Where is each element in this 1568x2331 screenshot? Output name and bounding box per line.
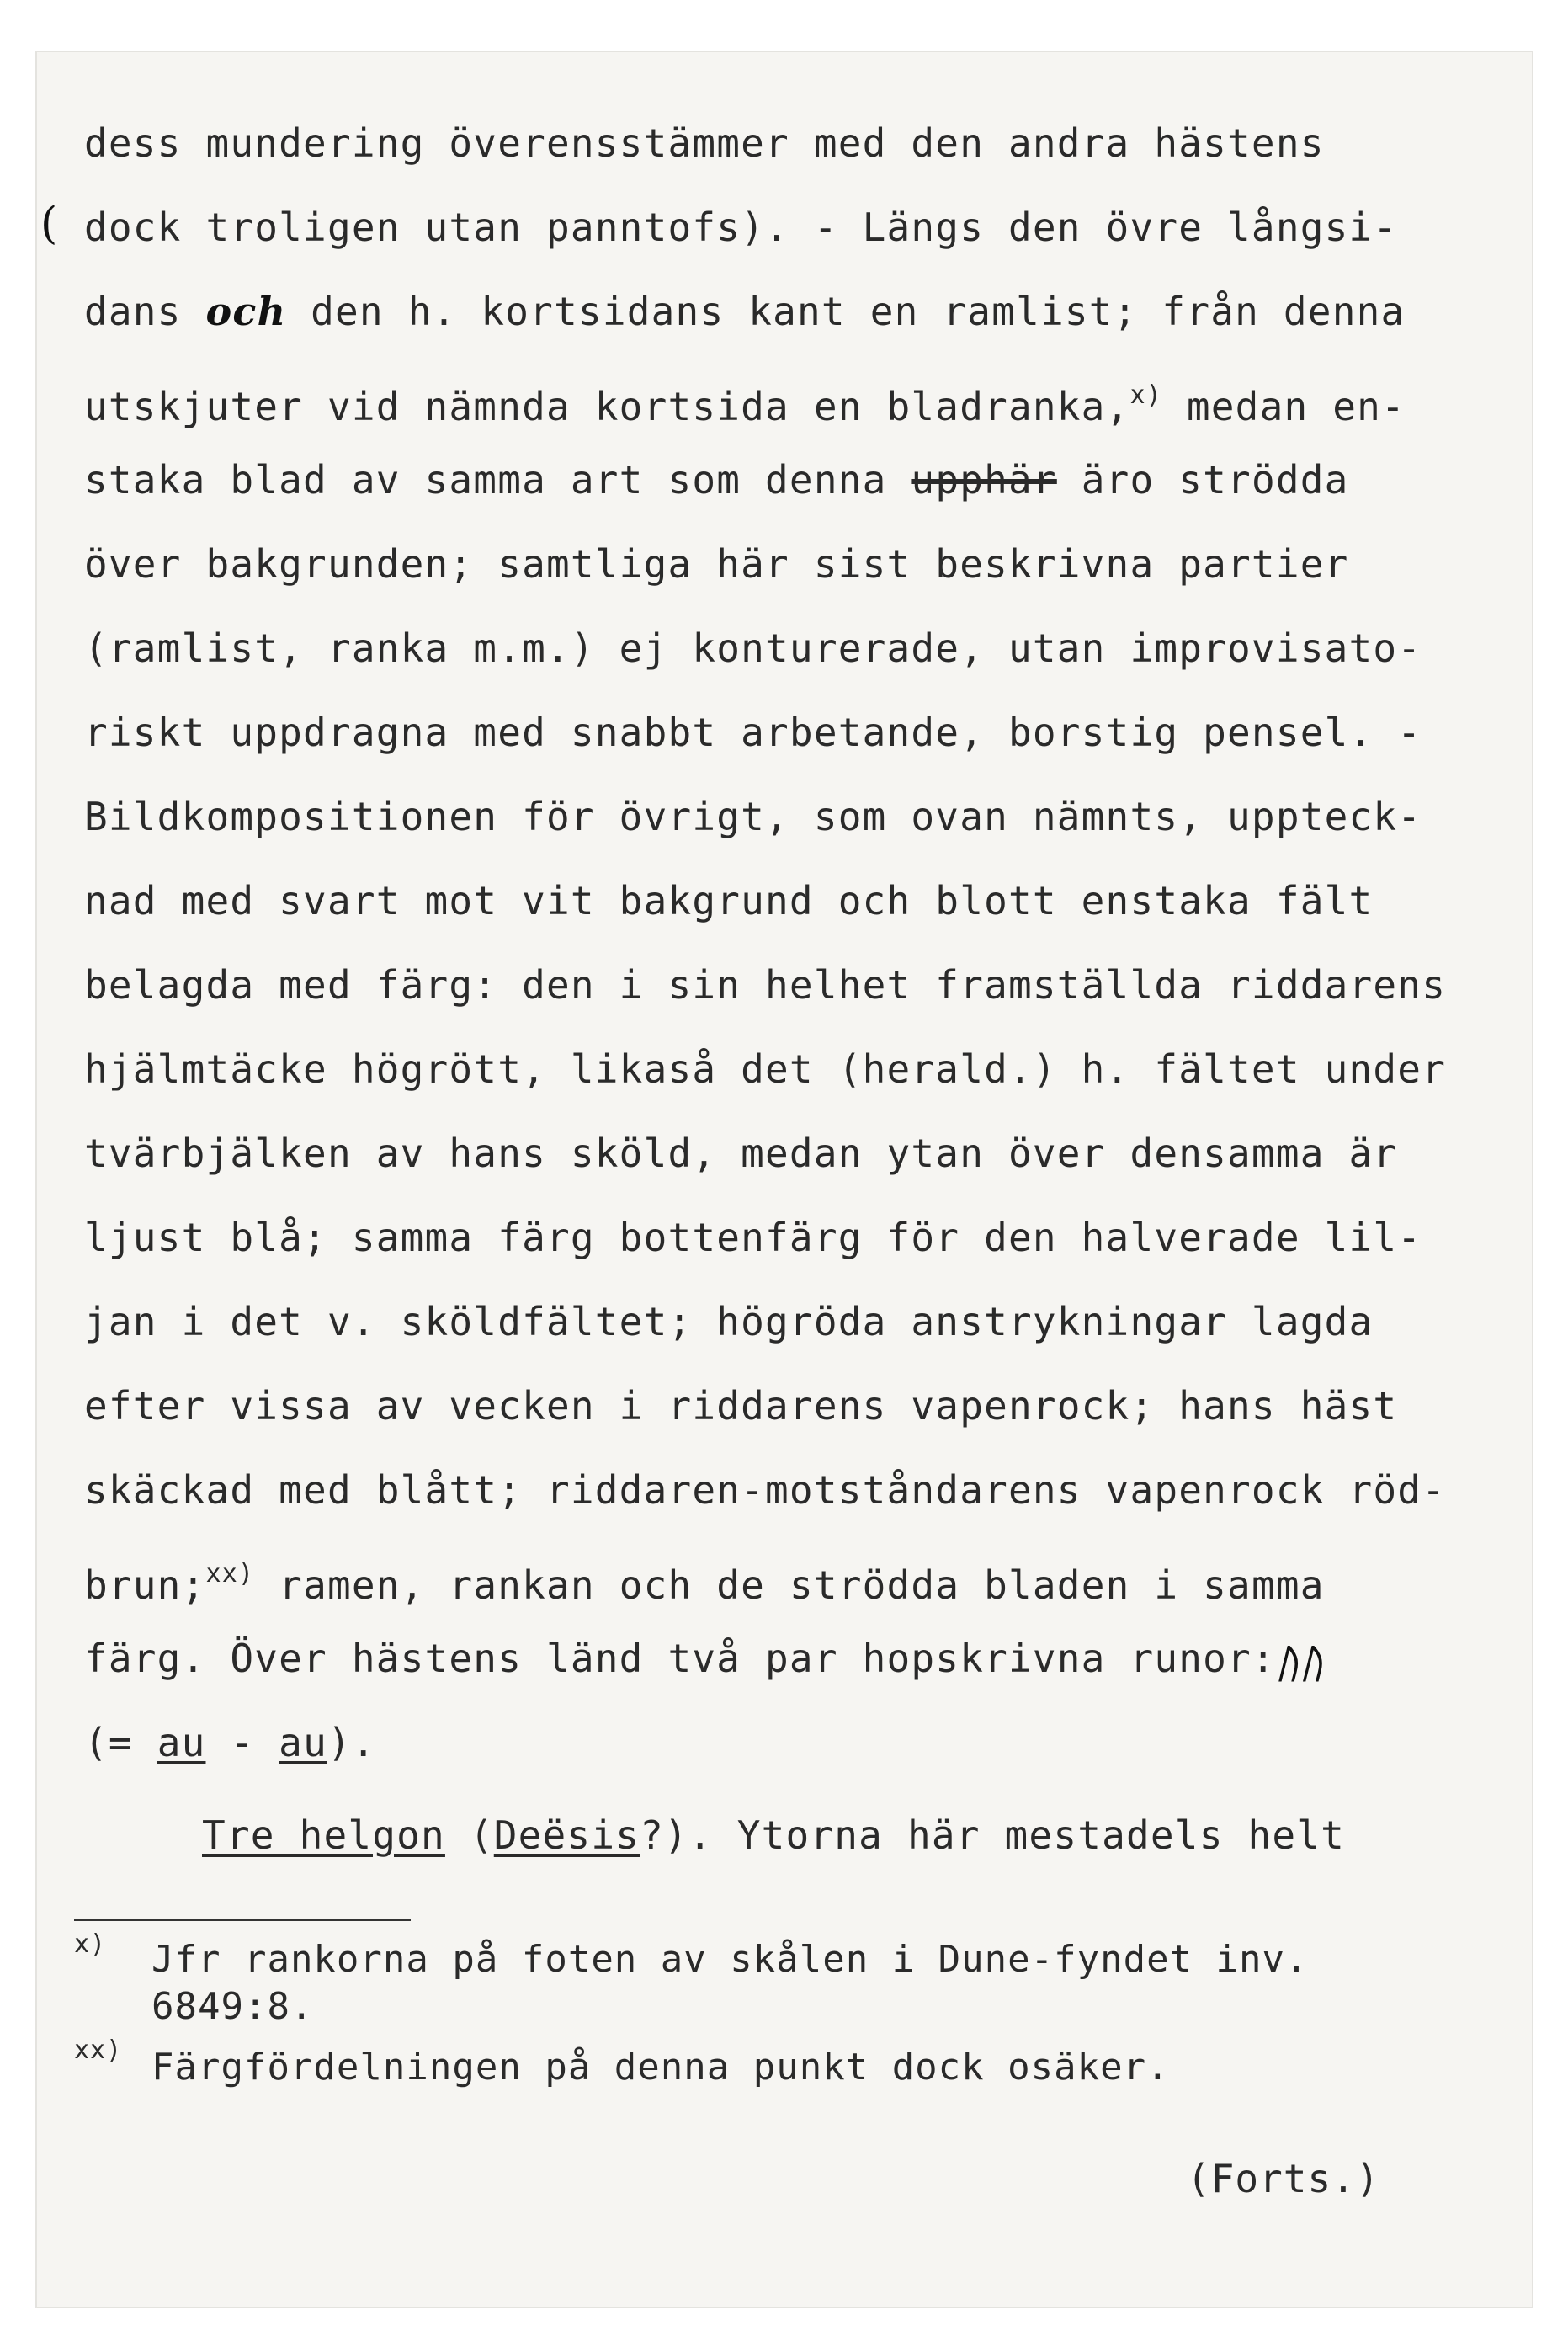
- heading-deesis: Deësis: [493, 1812, 640, 1858]
- text-line-15: jan i det v. sköldfältet; högröda anstrykningar lagda: [84, 1299, 1374, 1344]
- footnote-divider: [74, 1919, 411, 1921]
- footnote-2-text: Färgfördelningen på denna punkt dock osäker.: [151, 2046, 1170, 2089]
- line4-start: utskjuter vid nämnda kortsida en bladranka,: [84, 384, 1130, 429]
- footnote-1-text: Jfr rankorna på foten av skålen i Dune-fyndet inv.: [151, 1938, 1309, 1981]
- text-line-17: skäckad med blått; riddaren-motståndarens vapenrock röd-: [84, 1467, 1447, 1513]
- runes-glyph: ᚢᚢ: [1275, 1641, 1325, 1686]
- footnote-ref-x: x): [1129, 381, 1162, 410]
- text-line-10: nad med svart mot vit bakgrund och blott enstaka fält: [84, 878, 1374, 923]
- text-line-18: [84, 1549, 1325, 1610]
- section-heading-line: Tre helgon (Deësis?). Ytorna här mestadels helt: [202, 1812, 1346, 1858]
- section-heading: Tre helgon: [202, 1812, 445, 1858]
- text-line-8: riskt uppdragna med snabbt arbetande, borstig pensel. -: [84, 710, 1422, 755]
- text-line-12: hjälmtäcke högrött, likaså det (herald.) h. fältet under: [84, 1046, 1447, 1092]
- struck-word: upphär: [911, 457, 1057, 503]
- text-line-14: ljust blå; samma färg bottenfärg för den halverade lil-: [84, 1215, 1422, 1260]
- footnote-mark-1: x): [74, 1929, 107, 1959]
- text-line-3: [84, 286, 1405, 337]
- text-line-7: (ramlist, ranka m.m.) ej konturerade, utan improvisato-: [84, 625, 1422, 671]
- heading-rest: ?). Ytorna här mestadels helt: [640, 1812, 1346, 1858]
- text-line-16: efter vissa av vecken i riddarens vapenrock; hans häst: [84, 1383, 1398, 1429]
- line3-rest: den h. kortsidans kant en ramlist; från denna: [286, 289, 1406, 334]
- line5-rest: äro strödda: [1056, 457, 1349, 503]
- line3-start: dans: [84, 289, 182, 334]
- handwritten-correction: och: [205, 289, 287, 334]
- text-line-20: (= au - au).: [84, 1720, 376, 1765]
- handwritten-open-paren: (: [40, 199, 58, 249]
- text-line-6: över bakgrunden; samtliga här sist beskrivna partier: [84, 541, 1349, 587]
- footnote-1-text2: 6849:8.: [151, 1985, 314, 2028]
- line19-text: färg. Över hästens länd två par hopskrivna runor:: [84, 1636, 1276, 1681]
- footnote-mark-2: xx): [74, 2036, 123, 2065]
- continuation-note: (Forts.): [1187, 2156, 1380, 2201]
- footnote-ref-xx: xx): [205, 1559, 255, 1589]
- line4-rest: medan en-: [1162, 384, 1406, 429]
- au-1: au: [157, 1720, 206, 1765]
- au-2: au: [279, 1720, 327, 1765]
- line18-start: brun;: [84, 1562, 206, 1608]
- line18-rest: ramen, rankan och de strödda bladen i samma: [254, 1562, 1325, 1608]
- text-line-19: [84, 1633, 1324, 1689]
- text-line-5: [84, 455, 1349, 505]
- text-line-2: dock troligen utan panntofs). - Längs den övre långsi-: [84, 205, 1398, 250]
- text-line-13: tvärbjälken av hans sköld, medan ytan över densamma är: [84, 1131, 1398, 1176]
- text-line-4: [84, 370, 1406, 432]
- line5-start: staka blad av samma art som denna: [84, 457, 887, 503]
- text-line-11: belagda med färg: den i sin helhet framställda riddarens: [84, 962, 1447, 1008]
- text-line-1: dess mundering överensstämmer med den andra hästens: [84, 120, 1325, 166]
- text-line-9: Bildkompositionen för övrigt, som ovan nämnts, uppteck-: [84, 794, 1422, 839]
